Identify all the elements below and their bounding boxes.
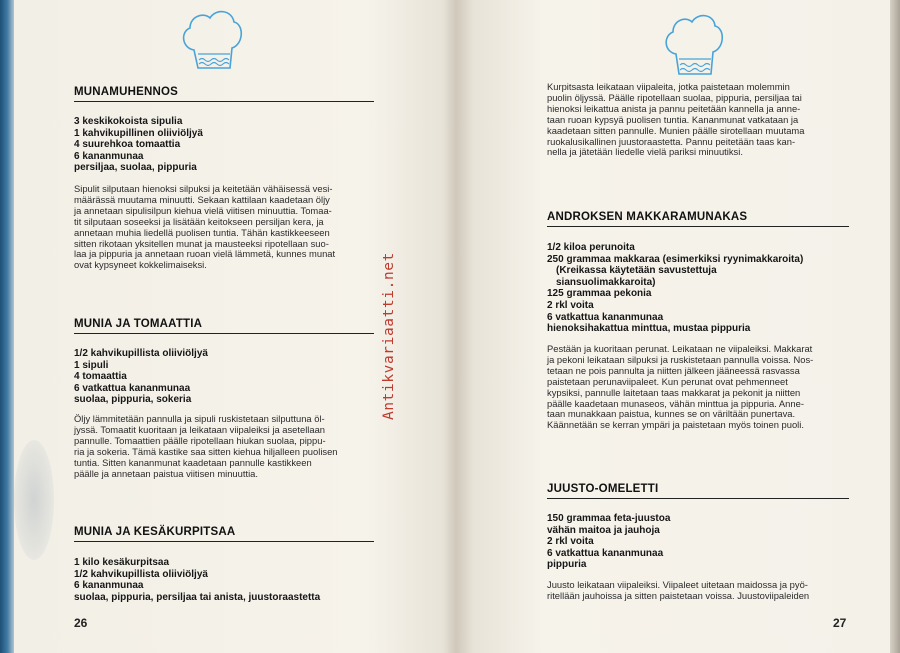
recipe-title: MUNAMUHENNOS [74,86,178,98]
chef-hat-icon [660,10,726,80]
text-line: laa ja pippuria ja annetaan ruoan vielä lämmetä, kunnes munat [74,248,336,260]
text-line: Pestään ja kuoritaan perunat. Leikataan ne viipaleiksi. Makkarat [547,343,813,354]
ingredient-list [74,348,208,406]
ingredient: 4 tomaattia [74,371,127,383]
ingredient: 150 grammaa feta-juustoa [547,513,671,524]
ingredient: 6 vatkattua kananmunaa [547,547,664,559]
ingredient: 1 sipuli [74,359,109,371]
text-line: ja annetaan sipulisilpun kiehua vielä viitisen minuuttia. Tomaa- [74,204,332,216]
recipe-instructions [547,580,849,602]
text-line: päälle ja annetaan paistua viitisen minuuttia. [74,467,258,479]
text-line: tit silputaan soseeksi ja lisätään keitokseen persiljan kera, ja [74,215,324,227]
title-rule [74,333,374,334]
page-number: 27 [833,616,847,630]
recipe-title: JUUSTO-OMELETTI [547,483,659,495]
ingredient: 2 rkl voita [547,536,594,548]
text-line: nella ja jätetään liedelle vielä pariksi minuutiksi. [547,146,743,158]
text-line: paistetaan perunaviipaleet. Kun perunat ovat pehmenneet [547,375,788,387]
ingredient-list [547,242,803,335]
ingredient: 1 kahvikupillinen oliiviöljyä [74,127,203,139]
recipe-title: MUNIA JA TOMAATTIA [74,318,203,330]
ingredient-list [74,557,320,603]
text-line: ovat kypsyneet kokkelimaiseksi. [74,259,207,271]
text-line: pannulle. Tomaattien päälle ripotellaan hiukan suolaa, pippu- [74,434,326,446]
text-line: Käännetään se kerran ympäri ja paistetaan myös toinen puoli. [547,419,804,431]
ingredient: 125 grammaa pekonia [547,288,652,300]
text-line: Juusto leikataan viipaleiksi. Viipaleet uitetaan maidossa ja pyö- [547,579,808,590]
title-rule [74,541,374,542]
title-rule [547,226,849,227]
text-line: hienoksi leikattua anista ja pannu peitetään kannella ja anne- [547,102,801,114]
ingredient: suolaa, pippuria, sokeria [74,394,192,406]
recipe-title: ANDROKSEN MAKKARAMUNAKAS [547,211,748,223]
text-line: Öljy lämmitetään pannulla ja sipuli ruskistetaan silputtuna öl- [74,413,325,424]
ingredient: 3 keskikokoista sipulia [74,116,183,127]
page-edge [890,0,900,653]
recipe-title: MUNIA JA KESÄKURPITSAA [74,526,236,538]
ingredient: persiljaa, suolaa, pippuria [74,162,197,174]
ingredient: 4 suurehkoa tomaattia [74,139,181,151]
ingredient: 6 kananmunaa [74,150,144,162]
ingredient: vähän maitoa ja jauhoja [547,524,660,536]
ingredient: 6 vatkattua kananmunaa [547,311,664,323]
text-line: ria ja sokeria. Tämä kastike saa sitten kiehua hiljalleen puolisen [74,445,338,457]
ingredient: pippuria [547,559,587,571]
text-line: ritellään jauhoissa ja sitten paistetaan voissa. Juustoviipaleiden [547,589,810,601]
text-line: päälle kaadetaan munaseos, vähän minttua ja pippuria. Anne- [547,397,804,409]
ingredient: 2 rkl voita [547,299,594,311]
ingredient: 6 vatkattua kananmunaa [74,382,191,394]
ingredient: (Kreikassa käytetään savustettuja [556,265,717,277]
ingredient: 1 kilo kesäkurpitsaa [74,557,170,568]
recipe-instructions [74,184,374,271]
ingredient: 6 kananmunaa [74,580,144,592]
ingredient-list [547,513,670,571]
recipe-instructions [547,344,849,431]
recipe-continuation [547,82,847,158]
text-line: tetaan ne pois pannulta ja niitten jälkeen jääneessä rasvassa [547,364,800,376]
ingredient: 1/2 kiloa perunoita [547,242,635,253]
text-line: taan ruoan kypsyä puolisen tuntia. Kananmunat vatkataan ja [547,113,799,125]
text-line: määrässä muutama minuutti. Sekaan kattilaan kaadetaan öljy [74,193,330,205]
page-stain [14,440,54,560]
ingredient: hienoksihakattua minttua, mustaa pippuria [547,323,751,335]
page-number: 26 [74,616,88,630]
text-line: Kurpitsasta leikataan viipaleita, jotka paistetaan molemmin [547,81,790,92]
text-line: sitten rikotaan yksitellen munat ja mausteeksi ripotellaan suo- [74,237,329,249]
ingredient: 250 grammaa makkaraa (esimerkiksi ryynimakkaroita) [547,253,804,265]
text-line: Sipulit silputaan hienoksi silpuksi ja keitetään vähäisessä vesi- [74,183,333,194]
ingredient: suolaa, pippuria, persiljaa tai anista, juustoraastetta [74,591,321,603]
title-rule [547,498,849,499]
text-line: puolin öljyssä. Päälle ripotellaan suolaa, pippuria, persiljaa tai [547,91,802,103]
ingredient: 1/2 kahvikupillista oliiviöljyä [74,348,208,359]
text-line: kypsiksi, pannulle laitetaan taas makkarat ja pekonit ja niitten [547,386,801,398]
text-line: kaadetaan sitten pannulle. Munien päälle sirotellaan muutama [547,124,805,136]
text-line: annetaan muhia liedellä puolisen tuntia. Tähän kastikkeeseen [74,226,330,238]
text-line: ja pekoni leikataan silpuksi ja ruskistetaan pannulla voissa. Nos- [547,353,814,365]
recipe-instructions [74,414,374,479]
text-line: jyssä. Tomaatit kuoritaan ja leikataan viipaleiksi ja asetellaan [74,423,326,435]
ingredient: siansuolimakkaroita) [556,276,656,288]
title-rule [74,101,374,102]
ingredient-list [74,116,203,174]
text-line: tuntia. Sitten kananmunat kaadetaan pannulle kastikkeen [74,456,312,468]
text-line: ruokalusikallinen juustoraastetta. Pannu peitetään taas kan- [547,135,796,147]
text-line: taan munakkaan paistua, kunnes se on väriltään punertava. [547,408,796,420]
watermark: Antikvariaatti.net [381,252,397,420]
chef-hat-icon [176,4,248,76]
ingredient: 1/2 kahvikupillista oliiviöljyä [74,568,208,580]
